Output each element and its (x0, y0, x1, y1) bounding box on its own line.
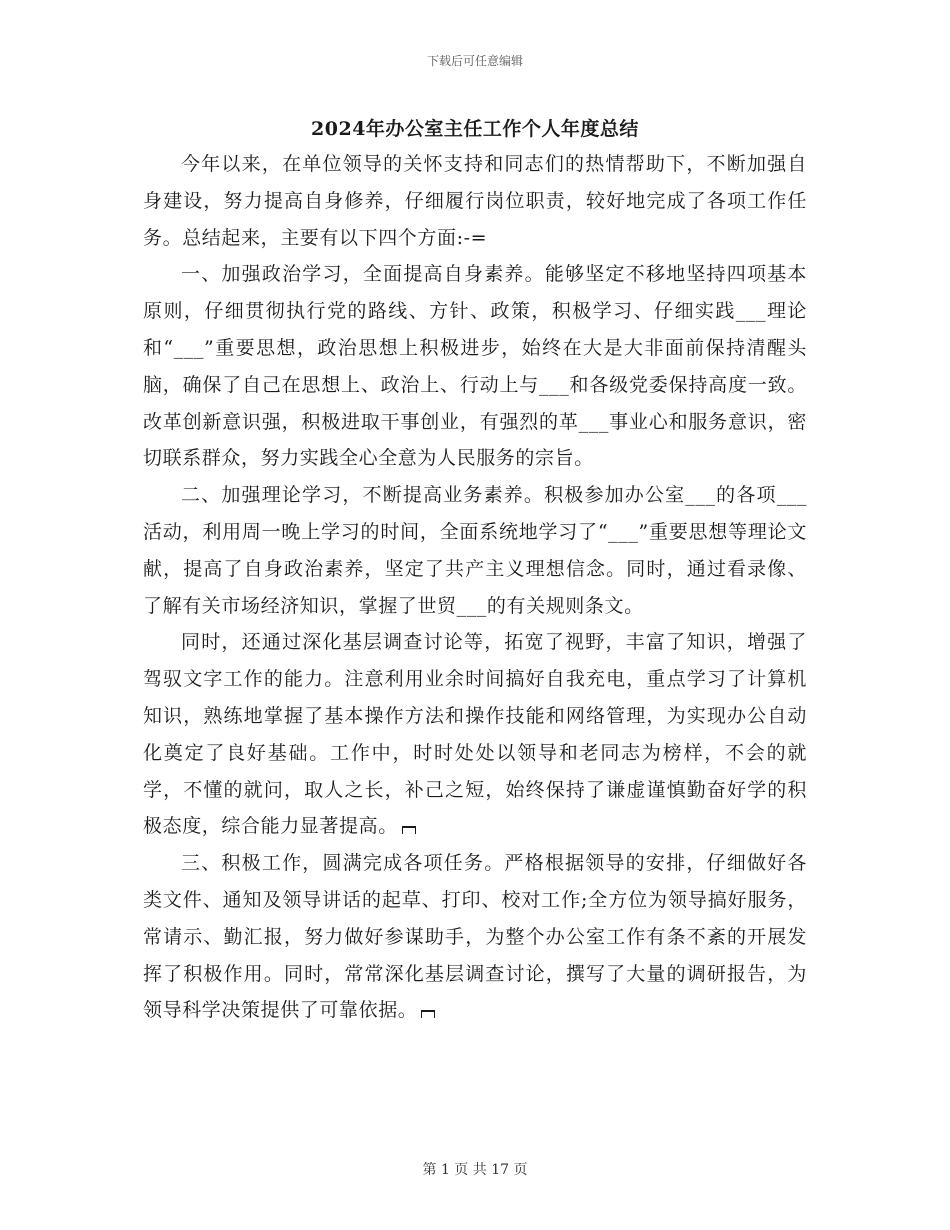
page-number: 第 1 页 共 17 页 (422, 1162, 528, 1178)
paragraph-theory-study: 二、加强理论学习，不断提高业务素养。积极参加办公室___的各项___活动，利用周一晚上学习的时间，全面系统地学习了“___”重要思想等理论文献，提高了自身政治素养，坚定了共产主义理想信念。同时，通过看录像、了解有关市场经济知识，掌握了世贸___的有关规则条文。 (143, 484, 807, 617)
paragraph-political-study: 一、加强政治学习，全面提高自身素养。能够坚定不移地坚持四项基本原则，仔细贯彻执行党的路线、方针、政策，积极学习、仔细实践___理论和“___”重要思想，政治思想上积极进步，始终在大是大非面前保持清醒头脑，确保了自己在思想上、政治上、行动上与___和各级党委保持高度一致。改革创新意识强，积极进取干事创业，有强烈的革___事业心和服务意识，密切联系群众，努力实践全心全意为人民服务的宗旨。 (143, 263, 807, 470)
paragraph-work-tasks (143, 845, 807, 1029)
paragraph-work-tasks-text: 三、积极工作，圆满完成各项任务。严格根据领导的安排，仔细做好各类文件、通知及领导讲话的起草、打印、校对工作;全方位为领导搞好服务，常请示、勤汇报，努力做好参谋助手，为整个办公室工作有条不紊的开展发挥了积极作用。同时，常常深化基层调查讨论，撰写了大量的调研报告，为领导科学决策提供了可靠依据。 (143, 852, 807, 1022)
paragraph-broadening (143, 624, 807, 845)
paragraph-mark-icon (402, 826, 416, 834)
document-title: 2024年办公室主任工作个人年度总结 (311, 118, 639, 140)
paragraph-intro (143, 146, 807, 256)
paragraph-broadening-text: 同时，还通过深化基层调查讨论等，拓宽了视野，丰富了知识，增强了驾驭文字工作的能力。注意利用业余时间搞好自我充电，重点学习了计算机知识，熟练地掌握了基本操作方法和操作技能和网络管理，为实现办公自动化奠定了良好基础。工作中，时时处处以领导和老同志为榜样，不会的就学，不懂的就问，取人之长，补己之短，始终保持了谦虚谨慎勤奋好学的积极态度，综合能力显著提高。 (143, 631, 807, 838)
document-body (143, 146, 807, 1029)
paragraph-end-mark: -= (463, 226, 488, 249)
paragraph-mark-icon (421, 1010, 435, 1018)
paragraph-intro-text: 今年以来，在单位领导的关怀支持和同志们的热情帮助下，不断加强自身建设，努力提高自身修养，仔细履行岗位职责，较好地完成了各项工作任务。总结起来，主要有以下四个方面: (143, 153, 807, 249)
download-note: 下载后可任意编辑 (426, 54, 523, 68)
